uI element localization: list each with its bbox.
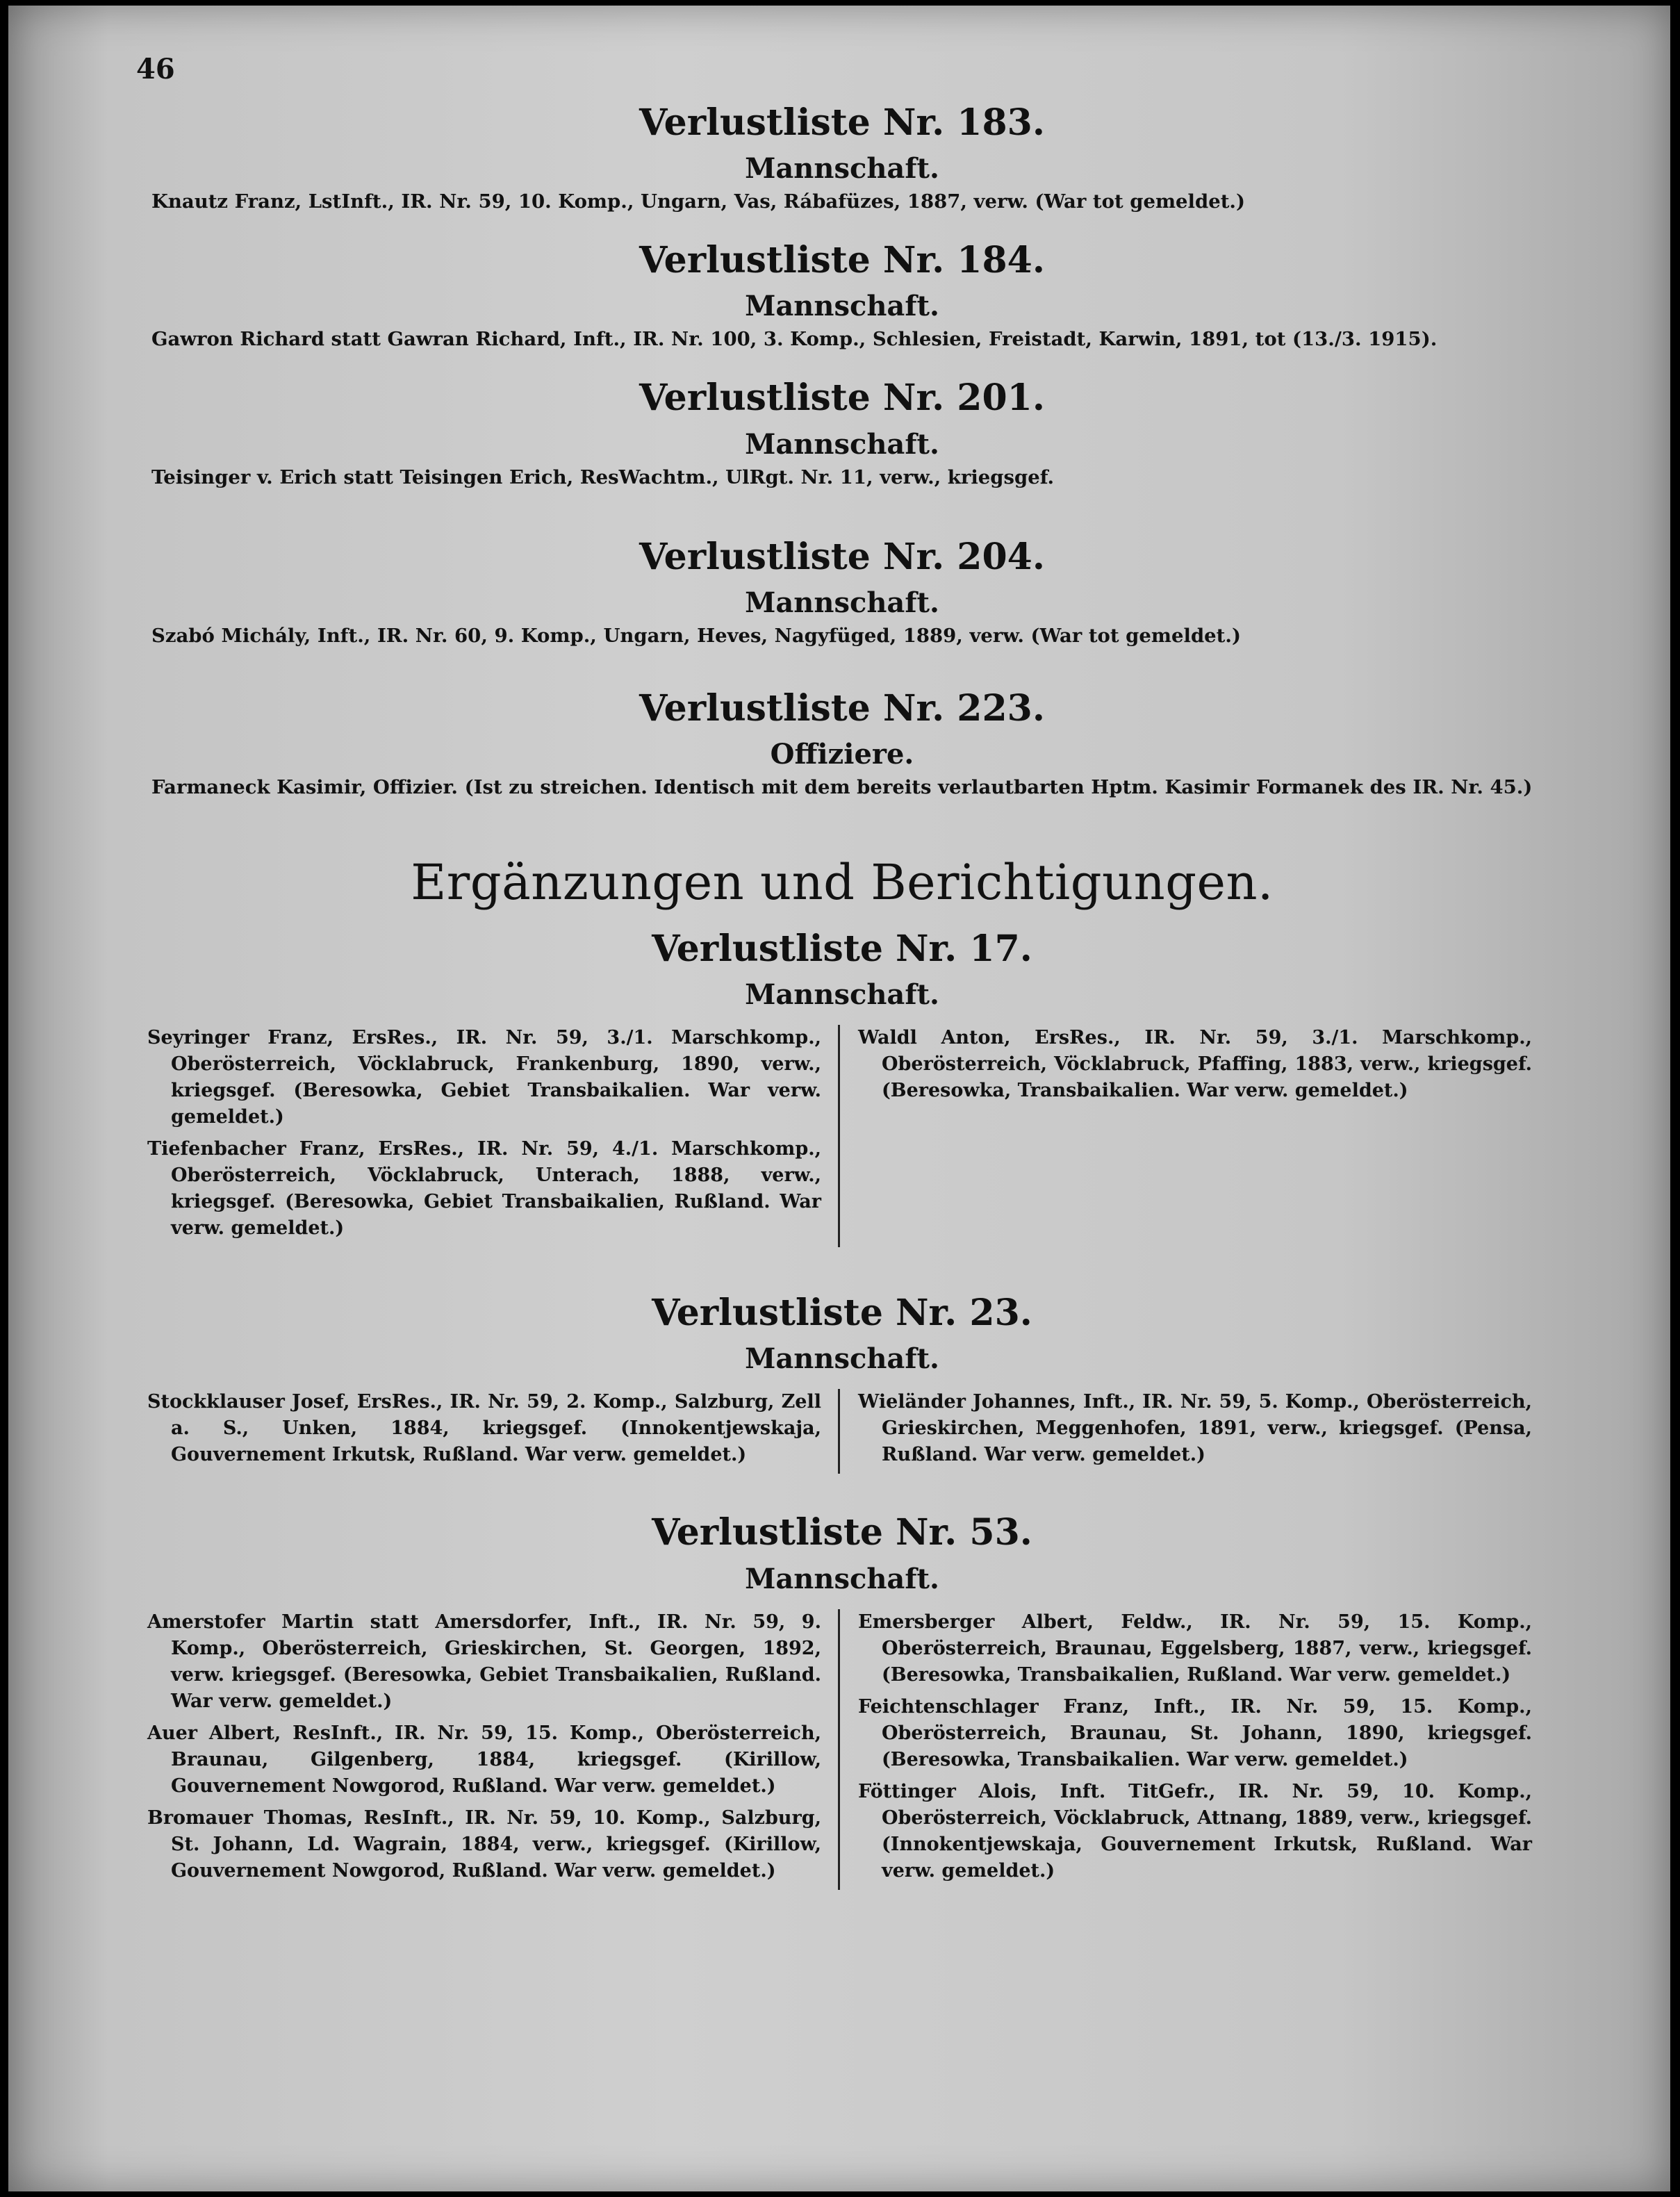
list-entry: Seyringer Franz, ErsRes., IR. Nr. 59, 3./1. Marschkomp., Oberösterreich, Vöcklabruck, Frankenburg, 1890, verw., kriegsgef. (Beresowka, Gebiet Transbaikalien. War verw. gemeldet.) (147, 1027, 821, 1128)
section-list-184 (147, 240, 1537, 350)
list-entry: Feichtenschlager Franz, Inft., IR. Nr. 59, 15. Komp., Oberösterreich, Braunau, St. Johann, 1890, kriegsgef. (Beresowka, Transbaikalien. War verw. gemeldet.) (858, 1695, 1532, 1770)
list-heading: Verlustliste Nr. 53. (652, 1511, 1032, 1554)
list-entry: Emersberger Albert, Feldw., IR. Nr. 59, 15. Komp., Oberösterreich, Braunau, Eggelsberg, 1887, verw., kriegsgef. (Beresowka, Transbaikalien, Rußland. War verw. gemeldet.) (858, 1611, 1532, 1686)
section-list-53 (147, 1513, 1537, 1889)
section-list-183 (147, 103, 1537, 213)
group-heading: Offiziere. (770, 737, 914, 771)
list-entry: Amerstofer Martin statt Amersdorfer, Inft., IR. Nr. 59, 9. Komp., Oberösterreich, Grieskirchen, St. Georgen, 1892, verw. kriegsgef. (Beresowka, Gebiet Transbaikalien, Rußland. War verw. gemeldet.) (147, 1611, 821, 1712)
list-heading: Verlustliste Nr. 17. (652, 927, 1032, 970)
list-entry: Gawron Richard statt Gawran Richard, Inft., IR. Nr. 100, 3. Komp., Schlesien, Freistadt, Karwin, 1891, tot (13./3. 1915). (151, 328, 1438, 351)
list-heading: Verlustliste Nr. 183. (639, 101, 1045, 144)
right-column (840, 1025, 1532, 1247)
list-heading: Verlustliste Nr. 204. (639, 535, 1045, 578)
list-entry: Auer Albert, ResInft., IR. Nr. 59, 15. Komp., Oberösterreich, Braunau, Gilgenberg, 1884, kriegsgef. (Kirillow, Gouvernement Nowgorod, Rußland. War verw. gemeldet.) (147, 1722, 821, 1797)
right-column (840, 1609, 1532, 1890)
section-list-23 (147, 1293, 1537, 1474)
group-heading: Mannschaft. (745, 978, 939, 1012)
two-column-block (147, 1025, 1537, 1247)
group-heading: Mannschaft. (745, 586, 939, 619)
list-entry: Tiefenbacher Franz, ErsRes., IR. Nr. 59, 4./1. Marschkomp., Oberösterreich, Vöcklabruck, Unterach, 1888, verw., kriegsgef. (Beresowka, Gebiet Transbaikalien, Rußland. War verw. gemeldet.) (147, 1138, 821, 1240)
two-column-block (147, 1389, 1537, 1474)
supplement-title: Ergänzungen und Berichtigungen. (411, 853, 1274, 911)
left-column (147, 1025, 840, 1247)
group-heading: Mannschaft. (745, 1562, 939, 1595)
right-column (840, 1389, 1532, 1474)
list-entry: Föttinger Alois, Inft. TitGefr., IR. Nr. 59, 10. Komp., Oberösterreich, Vöcklabruck, Attnang, 1889, verw., kriegsgef. (Innokentjewskaja, Gouvernement Irkutsk, Rußland. War verw. gemeldet.) (858, 1780, 1532, 1882)
list-heading: Verlustliste Nr. 23. (652, 1292, 1032, 1335)
group-heading: Mannschaft. (745, 152, 939, 186)
list-heading: Verlustliste Nr. 184. (639, 239, 1045, 282)
list-entry: Szabó Michály, Inft., IR. Nr. 60, 9. Komp., Ungarn, Heves, Nagyfüged, 1889, verw. (War tot gemeldet.) (151, 624, 1241, 647)
list-heading: Verlustliste Nr. 223. (639, 686, 1045, 730)
list-entry: Teisinger v. Erich statt Teisingen Erich, ResWachtm., UlRgt. Nr. 11, verw., kriegsgef. (151, 466, 1055, 488)
list-entry: Farmaneck Kasimir, Offizier. (Ist zu streichen. Identisch mit dem bereits verlautbarten Hptm. Kasimir Formanek des IR. Nr. 45.) (151, 775, 1533, 798)
group-heading: Mannschaft. (745, 1342, 939, 1376)
page-number: 46 (136, 53, 175, 85)
page-content (147, 103, 1537, 1890)
list-entry: Stockklauser Josef, ErsRes., IR. Nr. 59, 2. Komp., Salzburg, Zell a. S., Unken, 1884, kriegsgef. (Innokentjewskaja, Gouvernement Irkutsk, Rußland. War verw. gemeldet.) (147, 1391, 821, 1466)
list-heading: Verlustliste Nr. 201. (639, 377, 1045, 420)
section-list-17 (147, 929, 1537, 1247)
document-page (8, 6, 1670, 2191)
left-column (147, 1609, 840, 1890)
left-column (147, 1389, 840, 1474)
list-entry: Knautz Franz, LstInft., IR. Nr. 59, 10. Komp., Ungarn, Vas, Rábafüzes, 1887, verw. (War tot gemeldet.) (151, 190, 1245, 213)
group-heading: Mannschaft. (745, 427, 939, 461)
list-entry: Wieländer Johannes, Inft., IR. Nr. 59, 5. Komp., Oberösterreich, Grieskirchen, Meggenhofen, 1891, verw., kriegsgef. (Pensa, Rußland. War verw. gemeldet.) (858, 1391, 1532, 1466)
list-entry: Waldl Anton, ErsRes., IR. Nr. 59, 3./1. Marschkomp., Oberösterreich, Vöcklabruck, Pfaffing, 1883, verw., kriegsgef. (Beresowka, Transbaikalien. War verw. gemeldet.) (858, 1027, 1532, 1102)
section-list-223 (147, 686, 1537, 798)
section-list-204 (147, 537, 1537, 647)
section-list-201 (147, 378, 1537, 488)
group-heading: Mannschaft. (745, 290, 939, 323)
list-entry: Bromauer Thomas, ResInft., IR. Nr. 59, 10. Komp., Salzburg, St. Johann, Ld. Wagrain, 1884, verw., kriegsgef. (Kirillow, Gouvernement Nowgorod, Rußland. War verw. gemeldet.) (147, 1807, 821, 1882)
two-column-block (147, 1609, 1537, 1890)
